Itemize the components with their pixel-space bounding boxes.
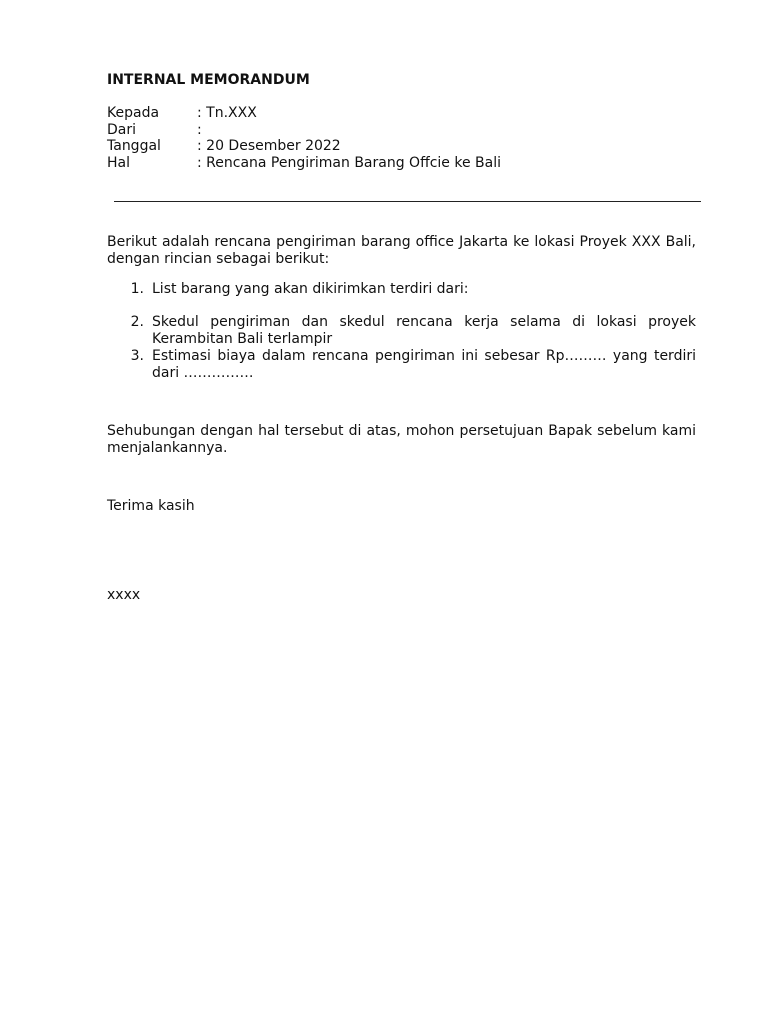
list-text: Skedul pengiriman dan skedul rencana kerja selama di lokasi proyek Kerambitan Bali terlampir [152, 314, 696, 347]
field-label: Hal [107, 154, 130, 171]
list-number: 2. [130, 314, 144, 330]
field-value: : Rencana Pengiriman Barang Offcie ke Bali [197, 154, 502, 171]
intro-paragraph: Berikut adalah rencana pengiriman barang office Jakarta ke lokasi Proyek XXX Bali, dengan rincian sebagai berikut: [107, 234, 696, 267]
list-text: List barang yang akan dikirimkan terdiri dari: [152, 281, 469, 297]
field-hal [107, 155, 501, 172]
field-dari [107, 122, 501, 139]
field-label: Tanggal [107, 138, 161, 154]
thanks-text: Terima kasih [107, 498, 195, 514]
list-number: 3. [130, 348, 144, 364]
closing-paragraph: Sehubungan dengan hal tersebut di atas, mohon persetujuan Bapak sebelum kami menjalankannya. [107, 423, 696, 456]
field-kepada [107, 105, 501, 122]
header-divider [114, 201, 701, 202]
field-label: Kepada [107, 105, 160, 121]
list-item [107, 281, 696, 298]
list-text: Estimasi biaya dalam rencana pengiriman ini sebesar Rp……… yang terdiri dari …………… [152, 348, 696, 381]
field-value: : Tn.XXX [197, 105, 257, 121]
memo-header-fields [107, 105, 501, 171]
field-label: Dari [107, 121, 137, 138]
signer-name: xxxx [107, 587, 141, 603]
field-value: : 20 Desember 2022 [197, 138, 341, 154]
details-list [107, 281, 696, 382]
list-item [107, 348, 696, 382]
list-item [107, 314, 696, 348]
field-value: : [197, 121, 202, 138]
memo-title: INTERNAL MEMORANDUM [107, 72, 310, 88]
field-tanggal [107, 138, 501, 155]
list-number: 1. [130, 281, 144, 297]
